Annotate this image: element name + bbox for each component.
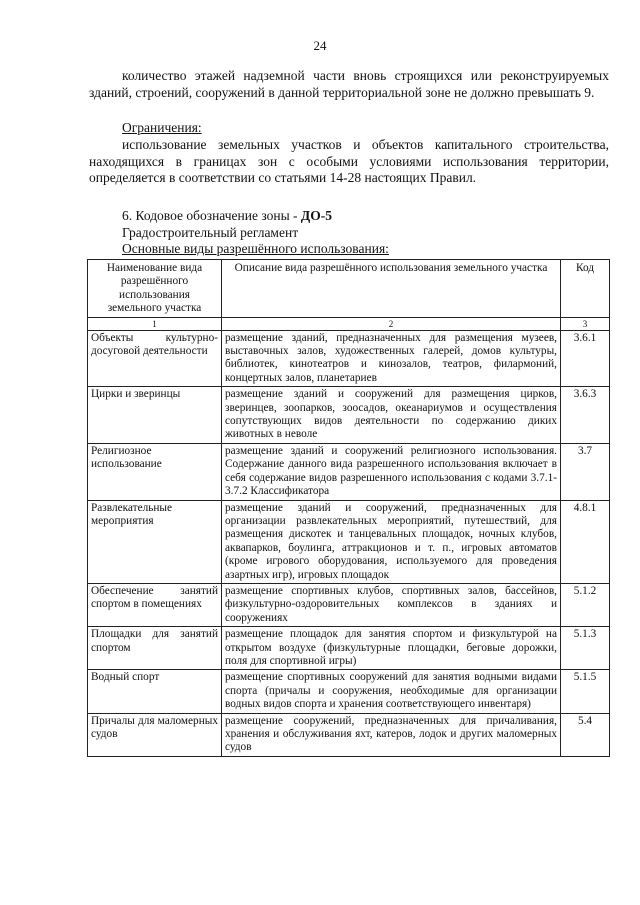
table-header-row xyxy=(88,260,610,318)
table-row xyxy=(88,443,610,500)
use-name: Цирки и зверинцы xyxy=(88,387,222,444)
main-uses-heading: Основные виды разрешённого использования: xyxy=(122,241,389,256)
permitted-uses-table xyxy=(87,259,610,757)
header-use-name: Наименование вида разрешённого использования земельного участка xyxy=(88,260,222,318)
table-row xyxy=(88,500,610,583)
use-description: размещение площадок для занятия спортом и физкультурой на открытом воздухе (физкультурные площадки, беговые дорожки, поля для спортивной игры) xyxy=(222,627,561,670)
restrictions-heading: Ограничения: xyxy=(122,120,202,135)
use-description: размещение зданий и сооружений, предназначенных для организации развлекательных мероприятий, путешествий, для размещения дискотек и танцевальных площадок, ночных клубов, аквапарков, боулинга, аттракционов и т. п., игровых автоматов (кроме игрового оборудования, используемого для проведения азартных игр), игровых площадок xyxy=(222,500,561,583)
table-row xyxy=(88,387,610,444)
zone-code-line xyxy=(122,208,332,224)
paragraph-floors-limit: количество этажей надземной части вновь строящихся или реконструируемых зданий, строений, сооружений в данной территориальной зоне не должно превышать 9. xyxy=(89,68,609,100)
table-row xyxy=(88,330,610,387)
use-code: 3.6.1 xyxy=(561,330,610,387)
use-description: размещение зданий и сооружений религиозного использования. Содержание данного вида разрешенного использования включает в себя содержание видов разрешенного использования с кодами 3.7.1-3.7.2 Классификатора xyxy=(222,443,561,500)
table-row xyxy=(88,627,610,670)
header-use-description: Описание вида разрешённого использования земельного участка xyxy=(222,260,561,318)
regulation-heading: Градостроительный регламент xyxy=(122,225,299,240)
use-code: 5.1.3 xyxy=(561,627,610,670)
paragraph-restrictions: использование земельных участков и объектов капитального строительства, находящихся в границах зон с особыми условиями использования территории, определяется в соответствии со статьями 14-28 настоящих Правил. xyxy=(89,137,609,185)
zone-code-prefix: 6. Кодовое обозначение зоны - xyxy=(122,208,301,223)
use-description: размещение зданий и сооружений для размещения цирков, зверинцев, зоопарков, зоосадов, океанариумов и осуществления сопутствующих видов деятельности по содержанию диких животных в неволе xyxy=(222,387,561,444)
use-name: Обеспечение занятий спортом в помещениях xyxy=(88,583,222,626)
use-code: 5.4 xyxy=(561,713,610,756)
use-code: 3.6.3 xyxy=(561,387,610,444)
column-number-row xyxy=(88,317,610,330)
table-row xyxy=(88,670,610,713)
use-code: 5.1.2 xyxy=(561,583,610,626)
column-number: 1 xyxy=(88,317,222,330)
use-code: 4.8.1 xyxy=(561,500,610,583)
use-name: Религиозное использование xyxy=(88,443,222,500)
page-number: 24 xyxy=(313,38,327,53)
use-name: Водный спорт xyxy=(88,670,222,713)
use-name: Объекты культурно-досуговой деятельности xyxy=(88,330,222,387)
table-row xyxy=(88,583,610,626)
column-number: 2 xyxy=(222,317,561,330)
use-name: Развлекательные мероприятия xyxy=(88,500,222,583)
header-code: Код xyxy=(561,260,610,318)
use-name: Причалы для маломерных судов xyxy=(88,713,222,756)
zone-code: ДО-5 xyxy=(300,208,332,223)
column-number: 3 xyxy=(561,317,610,330)
use-name: Площадки для занятий спортом xyxy=(88,627,222,670)
use-description: размещение сооружений, предназначенных для причаливания, хранения и обслуживания яхт, катеров, лодок и других маломерных судов xyxy=(222,713,561,756)
use-code: 3.7 xyxy=(561,443,610,500)
table-row xyxy=(88,713,610,756)
use-code: 5.1.5 xyxy=(561,670,610,713)
use-description: размещение зданий, предназначенных для размещения музеев, выставочных залов, художественных галерей, домов культуры, библиотек, кинотеатров и кинозалов, театров, филармоний, концертных залов, планетариев xyxy=(222,330,561,387)
use-description: размещение спортивных сооружений для занятия водными видами спорта (причалы и сооружения, необходимые для организации водных видов спорта и хранения соответствующего инвентаря) xyxy=(222,670,561,713)
use-description: размещение спортивных клубов, спортивных залов, бассейнов, физкультурно-оздоровительных комплексов в зданиях и сооружениях xyxy=(222,583,561,626)
